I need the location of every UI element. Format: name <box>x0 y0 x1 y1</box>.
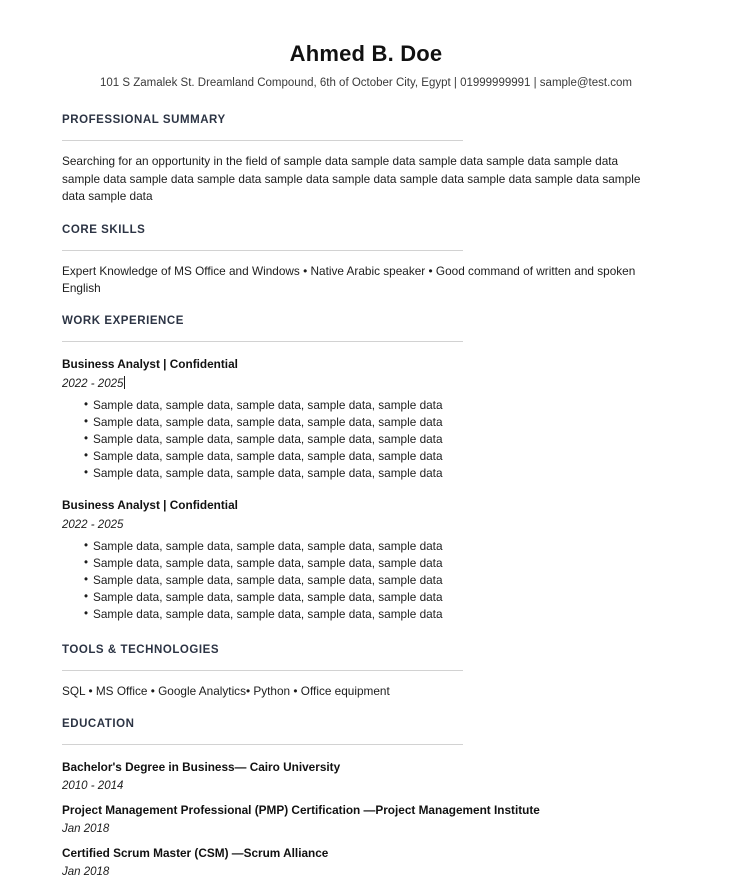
job-bullet-list <box>62 397 670 483</box>
job-title[interactable]: Business Analyst | Confidential <box>62 497 238 512</box>
list-item[interactable]: • Sample data, sample data, sample data, sample data, sample data <box>62 431 670 448</box>
list-item[interactable]: • Sample data, sample data, sample data, sample data, sample data <box>62 555 670 572</box>
education-title[interactable]: Certified Scrum Master (CSM) —Scrum Alliance <box>62 845 329 860</box>
job-dates[interactable]: 2022 - 2025 <box>62 377 124 390</box>
section-divider <box>62 670 463 671</box>
section-divider <box>62 250 463 251</box>
section-tools-technologies <box>62 643 670 700</box>
section-professional-summary <box>62 113 670 206</box>
work-entry <box>62 356 670 483</box>
candidate-name: Ahmed B. Doe <box>289 41 443 66</box>
section-title-tools-technologies: TOOLS & TECHNOLOGIES <box>62 643 220 656</box>
resume-header <box>0 0 732 91</box>
education-entry <box>62 802 670 837</box>
section-title-education: EDUCATION <box>62 717 135 730</box>
section-education <box>62 717 670 880</box>
job-bullet-list <box>62 538 670 624</box>
section-divider <box>62 341 463 342</box>
section-divider <box>62 744 463 745</box>
education-dates[interactable]: Jan 2018 <box>62 822 110 835</box>
section-core-skills <box>62 223 670 297</box>
section-title-work-experience: WORK EXPERIENCE <box>62 314 184 327</box>
education-entry <box>62 759 670 794</box>
list-item[interactable]: • Sample data, sample data, sample data, sample data, sample data <box>62 538 670 555</box>
text-cursor-caret <box>124 376 125 389</box>
core-skills-text[interactable]: Expert Knowledge of MS Office and Windows • Native Arabic speaker • Good command of written and spoken English <box>62 263 636 295</box>
list-item[interactable]: • Sample data, sample data, sample data, sample data, sample data <box>62 589 670 606</box>
education-dates[interactable]: 2010 - 2014 <box>62 779 124 792</box>
list-item[interactable]: • Sample data, sample data, sample data, sample data, sample data <box>62 606 670 623</box>
tools-technologies-text[interactable]: SQL • MS Office • Google Analytics• Python • Office equipment <box>62 683 390 698</box>
education-entry <box>62 845 670 880</box>
section-divider <box>62 140 463 141</box>
list-item[interactable]: • Sample data, sample data, sample data, sample data, sample data <box>62 448 670 465</box>
education-title[interactable]: Project Management Professional (PMP) Certification —Project Management Institute <box>62 802 540 817</box>
job-title[interactable]: Business Analyst | Confidential <box>62 356 238 371</box>
contact-line: 101 S Zamalek St. Dreamland Compound, 6th of October City, Egypt | 01999999991 | sample@test.com <box>99 77 632 89</box>
professional-summary-text[interactable]: Searching for an opportunity in the field of sample data sample data sample data sample data sample data sample data sample data sample data sample data sample data sample data sample data sample data sample data sample data <box>62 154 641 203</box>
list-item[interactable]: • Sample data, sample data, sample data, sample data, sample data <box>62 414 670 431</box>
section-title-professional-summary: PROFESSIONAL SUMMARY <box>62 114 226 126</box>
job-dates[interactable]: 2022 - 2025 <box>62 518 124 531</box>
section-work-experience <box>62 314 670 624</box>
list-item[interactable]: • Sample data, sample data, sample data, sample data, sample data <box>62 572 670 589</box>
work-entry <box>62 497 670 624</box>
education-title[interactable]: Bachelor's Degree in Business— Cairo University <box>62 759 341 774</box>
section-title-core-skills: CORE SKILLS <box>62 223 146 236</box>
list-item[interactable]: • Sample data, sample data, sample data, sample data, sample data <box>62 397 670 414</box>
list-item[interactable]: • Sample data, sample data, sample data, sample data, sample data <box>62 465 670 482</box>
education-dates[interactable]: Jan 2018 <box>62 865 110 878</box>
